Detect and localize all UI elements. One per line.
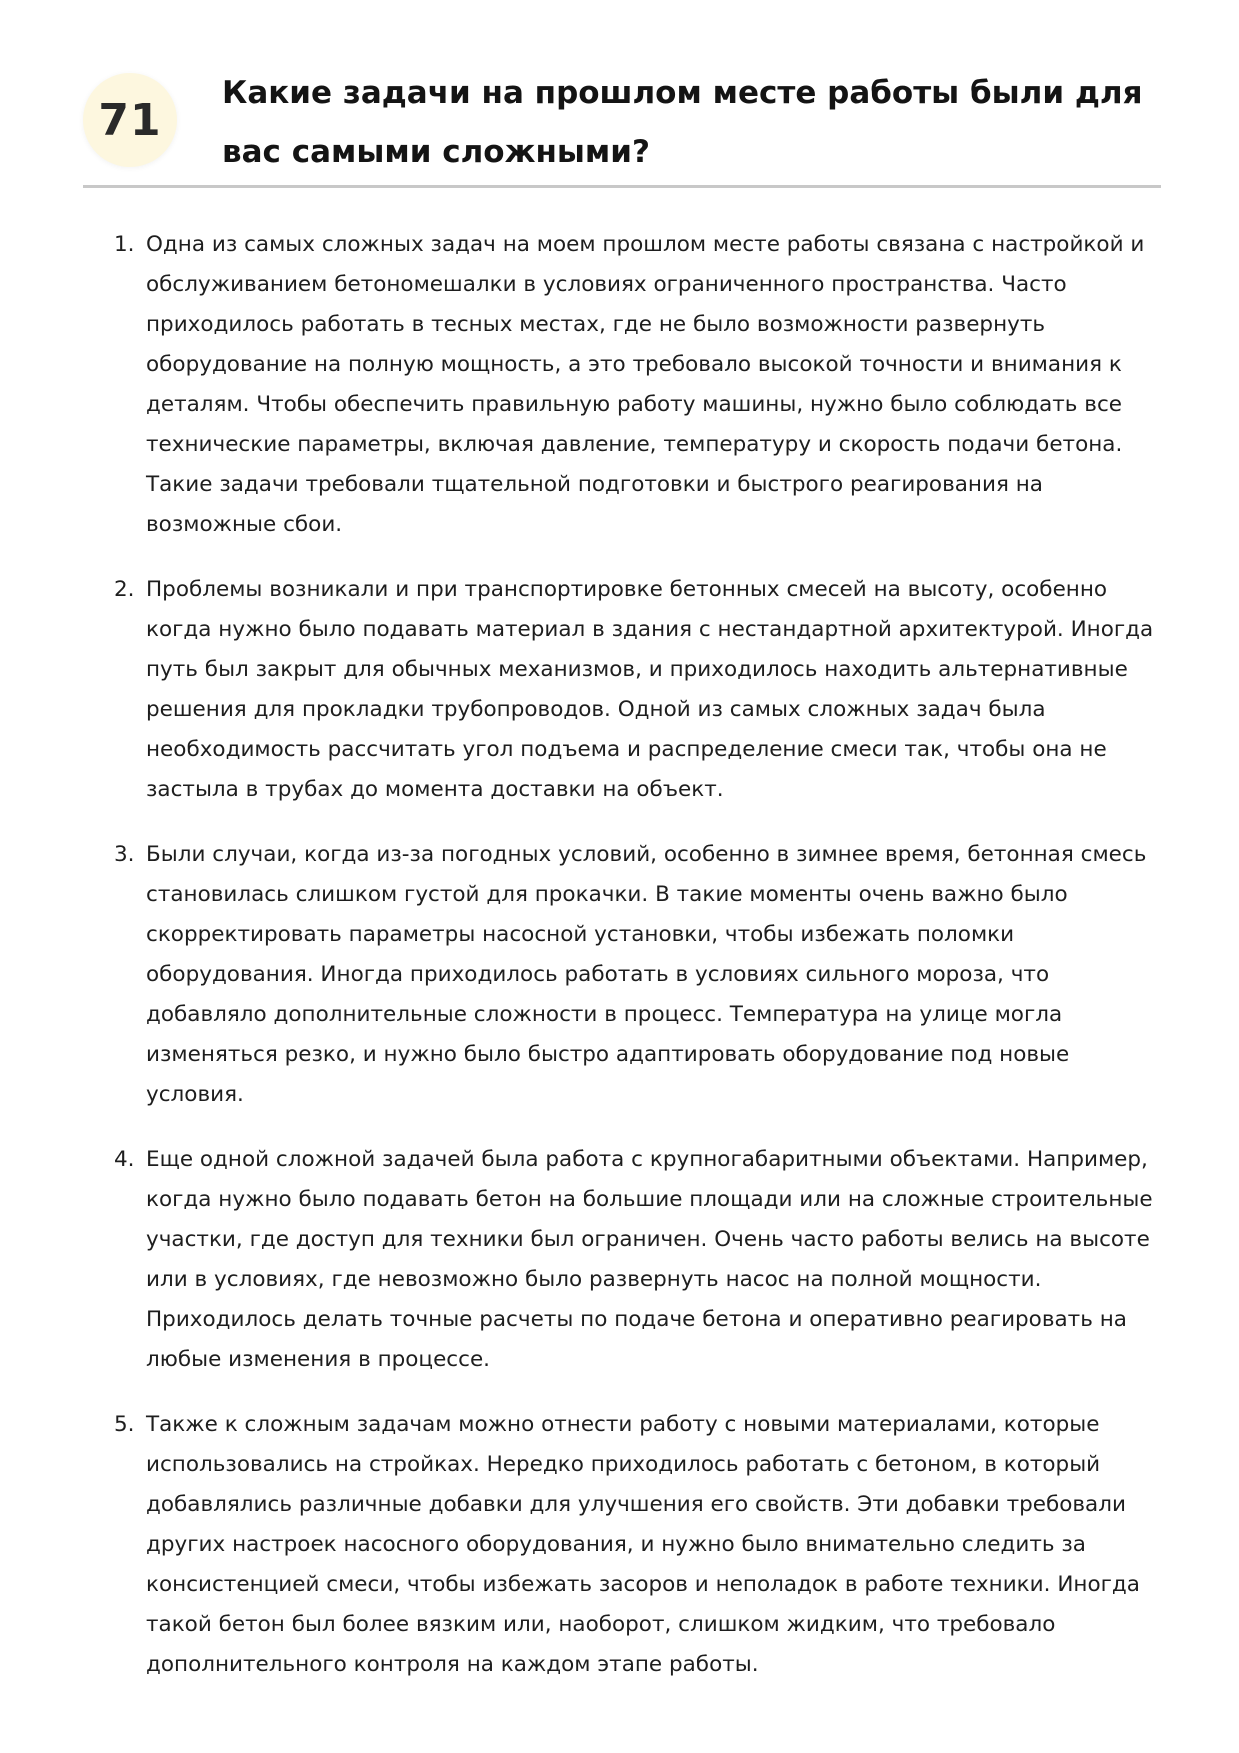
answer-list <box>92 225 1164 1710</box>
answer-text: Также к сложным задачам можно отнести работу с новыми материалами, которые использовались на стройках. Нередко приходилось работать с бетоном, в который добавлялись различные добавки для улучшения его свойств. Эти добавки требовали других настроек насосного оборудования, и нужно было внимательно следить за консистенцией смеси, чтобы избежать засоров и неполадок в работе техники. Иногда такой бетон был более вязким или, наоборот, слишком жидким, что требовало дополнительного контроля на каждом этапе работы. <box>146 1412 1140 1677</box>
question-header <box>83 64 1161 188</box>
answer-number: 2. <box>114 577 135 602</box>
answer-text: Проблемы возникали и при транспортировке бетонных смесей на высоту, особенно когда нужно было подавать материал в здания с нестандартной архитектурой. Иногда путь был закрыт для обычных механизмов, и приходилось находить альтернативные решения для прокладки трубопроводов. Одной из самых сложных задач была необходимость рассчитать угол подъема и распределение смеси так, чтобы она не застыла в трубах до момента доставки на объект. <box>146 577 1154 802</box>
answer-text: Были случаи, когда из-за погодных условий, особенно в зимнее время, бетонная смесь становилась слишком густой для прокачки. В такие моменты очень важно было скорректировать параметры насосной установки, чтобы избежать поломки оборудования. Иногда приходилось работать в условиях сильного мороза, что добавляло дополнительные сложности в процесс. Температура на улице могла изменяться резко, и нужно было быстро адаптировать оборудование под новые условия. <box>146 842 1147 1107</box>
answer-item <box>92 835 1164 1115</box>
question-number-badge: 71 <box>83 73 177 167</box>
question-title: Какие задачи на прошлом месте работы были для вас самыми сложными? <box>222 75 1143 170</box>
answer-number: 5. <box>114 1412 135 1437</box>
answer-number: 4. <box>114 1147 135 1172</box>
answer-item <box>92 1140 1164 1380</box>
answer-item <box>92 1405 1164 1685</box>
answer-number: 3. <box>114 842 135 867</box>
answer-number: 1. <box>114 232 135 257</box>
answer-item <box>92 570 1164 810</box>
answer-text: Еще одной сложной задачей была работа с крупногабаритными объектами. Например, когда нужно было подавать бетон на большие площади или на сложные строительные участки, где доступ для техники был ограничен. Очень часто работы велись на высоте или в условиях, где невозможно было развернуть насос на полной мощности. Приходилось делать точные расчеты по подаче бетона и оперативно реагировать на любые изменения в процессе. <box>146 1147 1153 1372</box>
answer-text: Одна из самых сложных задач на моем прошлом месте работы связана с настройкой и обслуживанием бетономешалки в условиях ограниченного пространства. Часто приходилось работать в тесных местах, где не было возможности развернуть оборудование на полную мощность, а это требовало высокой точности и внимания к деталям. Чтобы обеспечить правильную работу машины, нужно было соблюдать все технические параметры, включая давление, температуру и скорость подачи бетона. Такие задачи требовали тщательной подготовки и быстрого реагирования на возможные сбои. <box>146 232 1145 537</box>
answer-item <box>92 225 1164 545</box>
